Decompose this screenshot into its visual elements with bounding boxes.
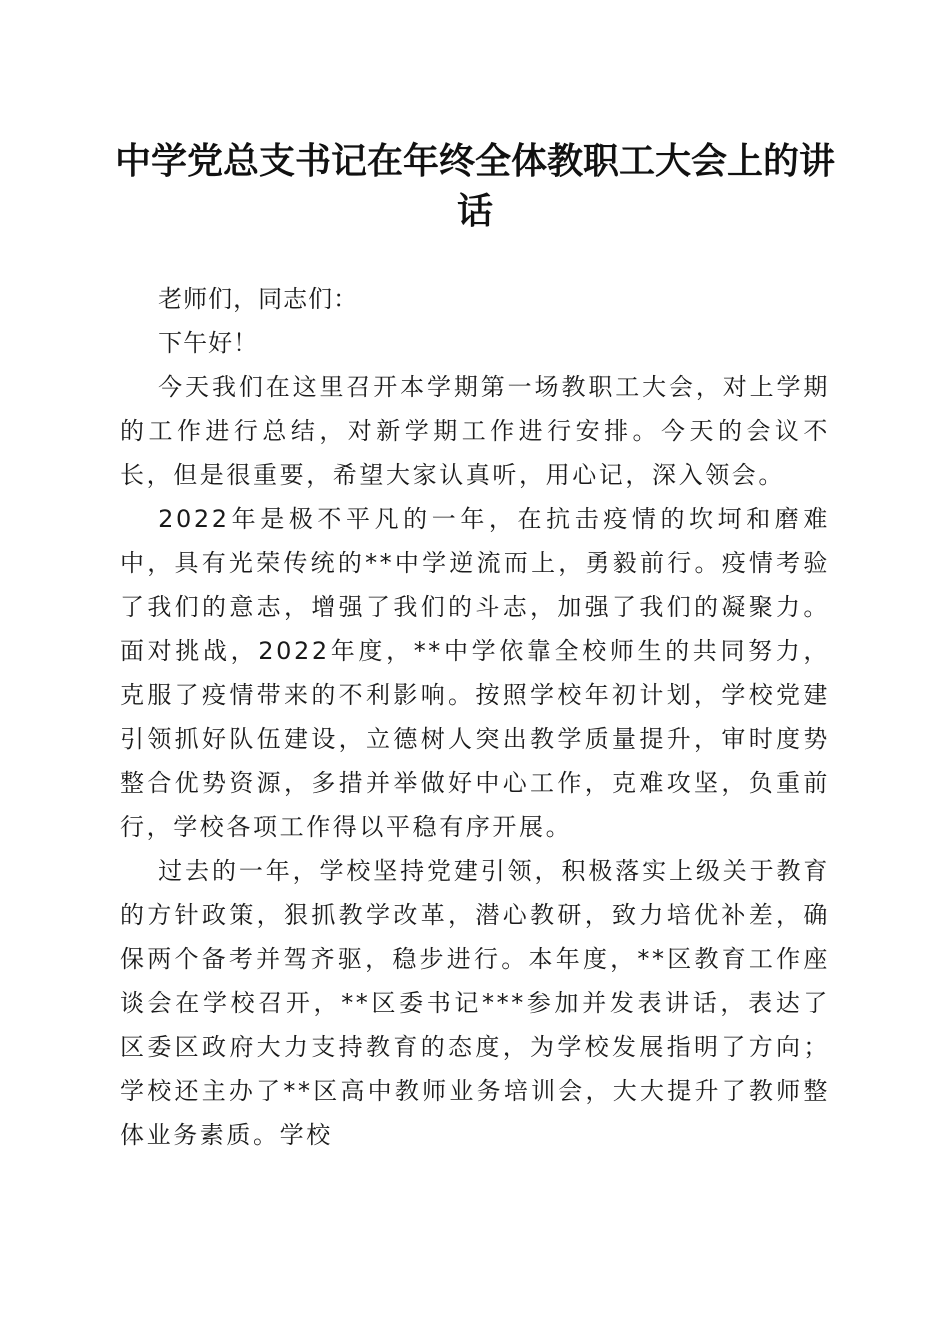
document-title: 中学党总支书记在年终全体教职工大会上的讲话: [114, 140, 835, 232]
document-body: [120, 277, 830, 1157]
greeting-paragraph: 下午好！: [158, 329, 259, 357]
review-2022-paragraph: 2022年是极不平凡的一年，在抗击疫情的坎坷和磨难中，具有光荣传统的**中学逆流而上，勇毅前行。疫情考验了我们的意志，增强了我们的斗志，加强了我们的凝聚力。面对挑战，2022年度，**中学依靠全校师生的共同努力，克服了疫情带来的不利影响。按照学校年初计划，学校党建引领抓好队伍建设，立德树人突出教学质量提升，审时度势整合优势资源，多措并举做好中心工作，克难攻坚，负重前行，学校各项工作得以平稳有序开展。: [120, 505, 830, 841]
past-year-paragraph: 过去的一年，学校坚持党建引领，积极落实上级关于教育的方针政策，狠抓教学改革，潜心教研，致力培优补差，确保两个备考并驾齐驱，稳步进行。本年度，**区教育工作座谈会在学校召开，**区委书记***参加并发表讲话，表达了区委区政府大力支持教育的态度，为学校发展指明了方向；学校还主办了**区高中教师业务培训会，大大提升了教师整体业务素质。学校: [120, 857, 830, 1149]
intro-paragraph: 今天我们在这里召开本学期第一场教职工大会，对上学期的工作进行总结，对新学期工作进行安排。今天的会议不长，但是很重要，希望大家认真听，用心记，深入领会。: [120, 373, 830, 489]
salutation-paragraph: 老师们，同志们：: [158, 285, 359, 313]
